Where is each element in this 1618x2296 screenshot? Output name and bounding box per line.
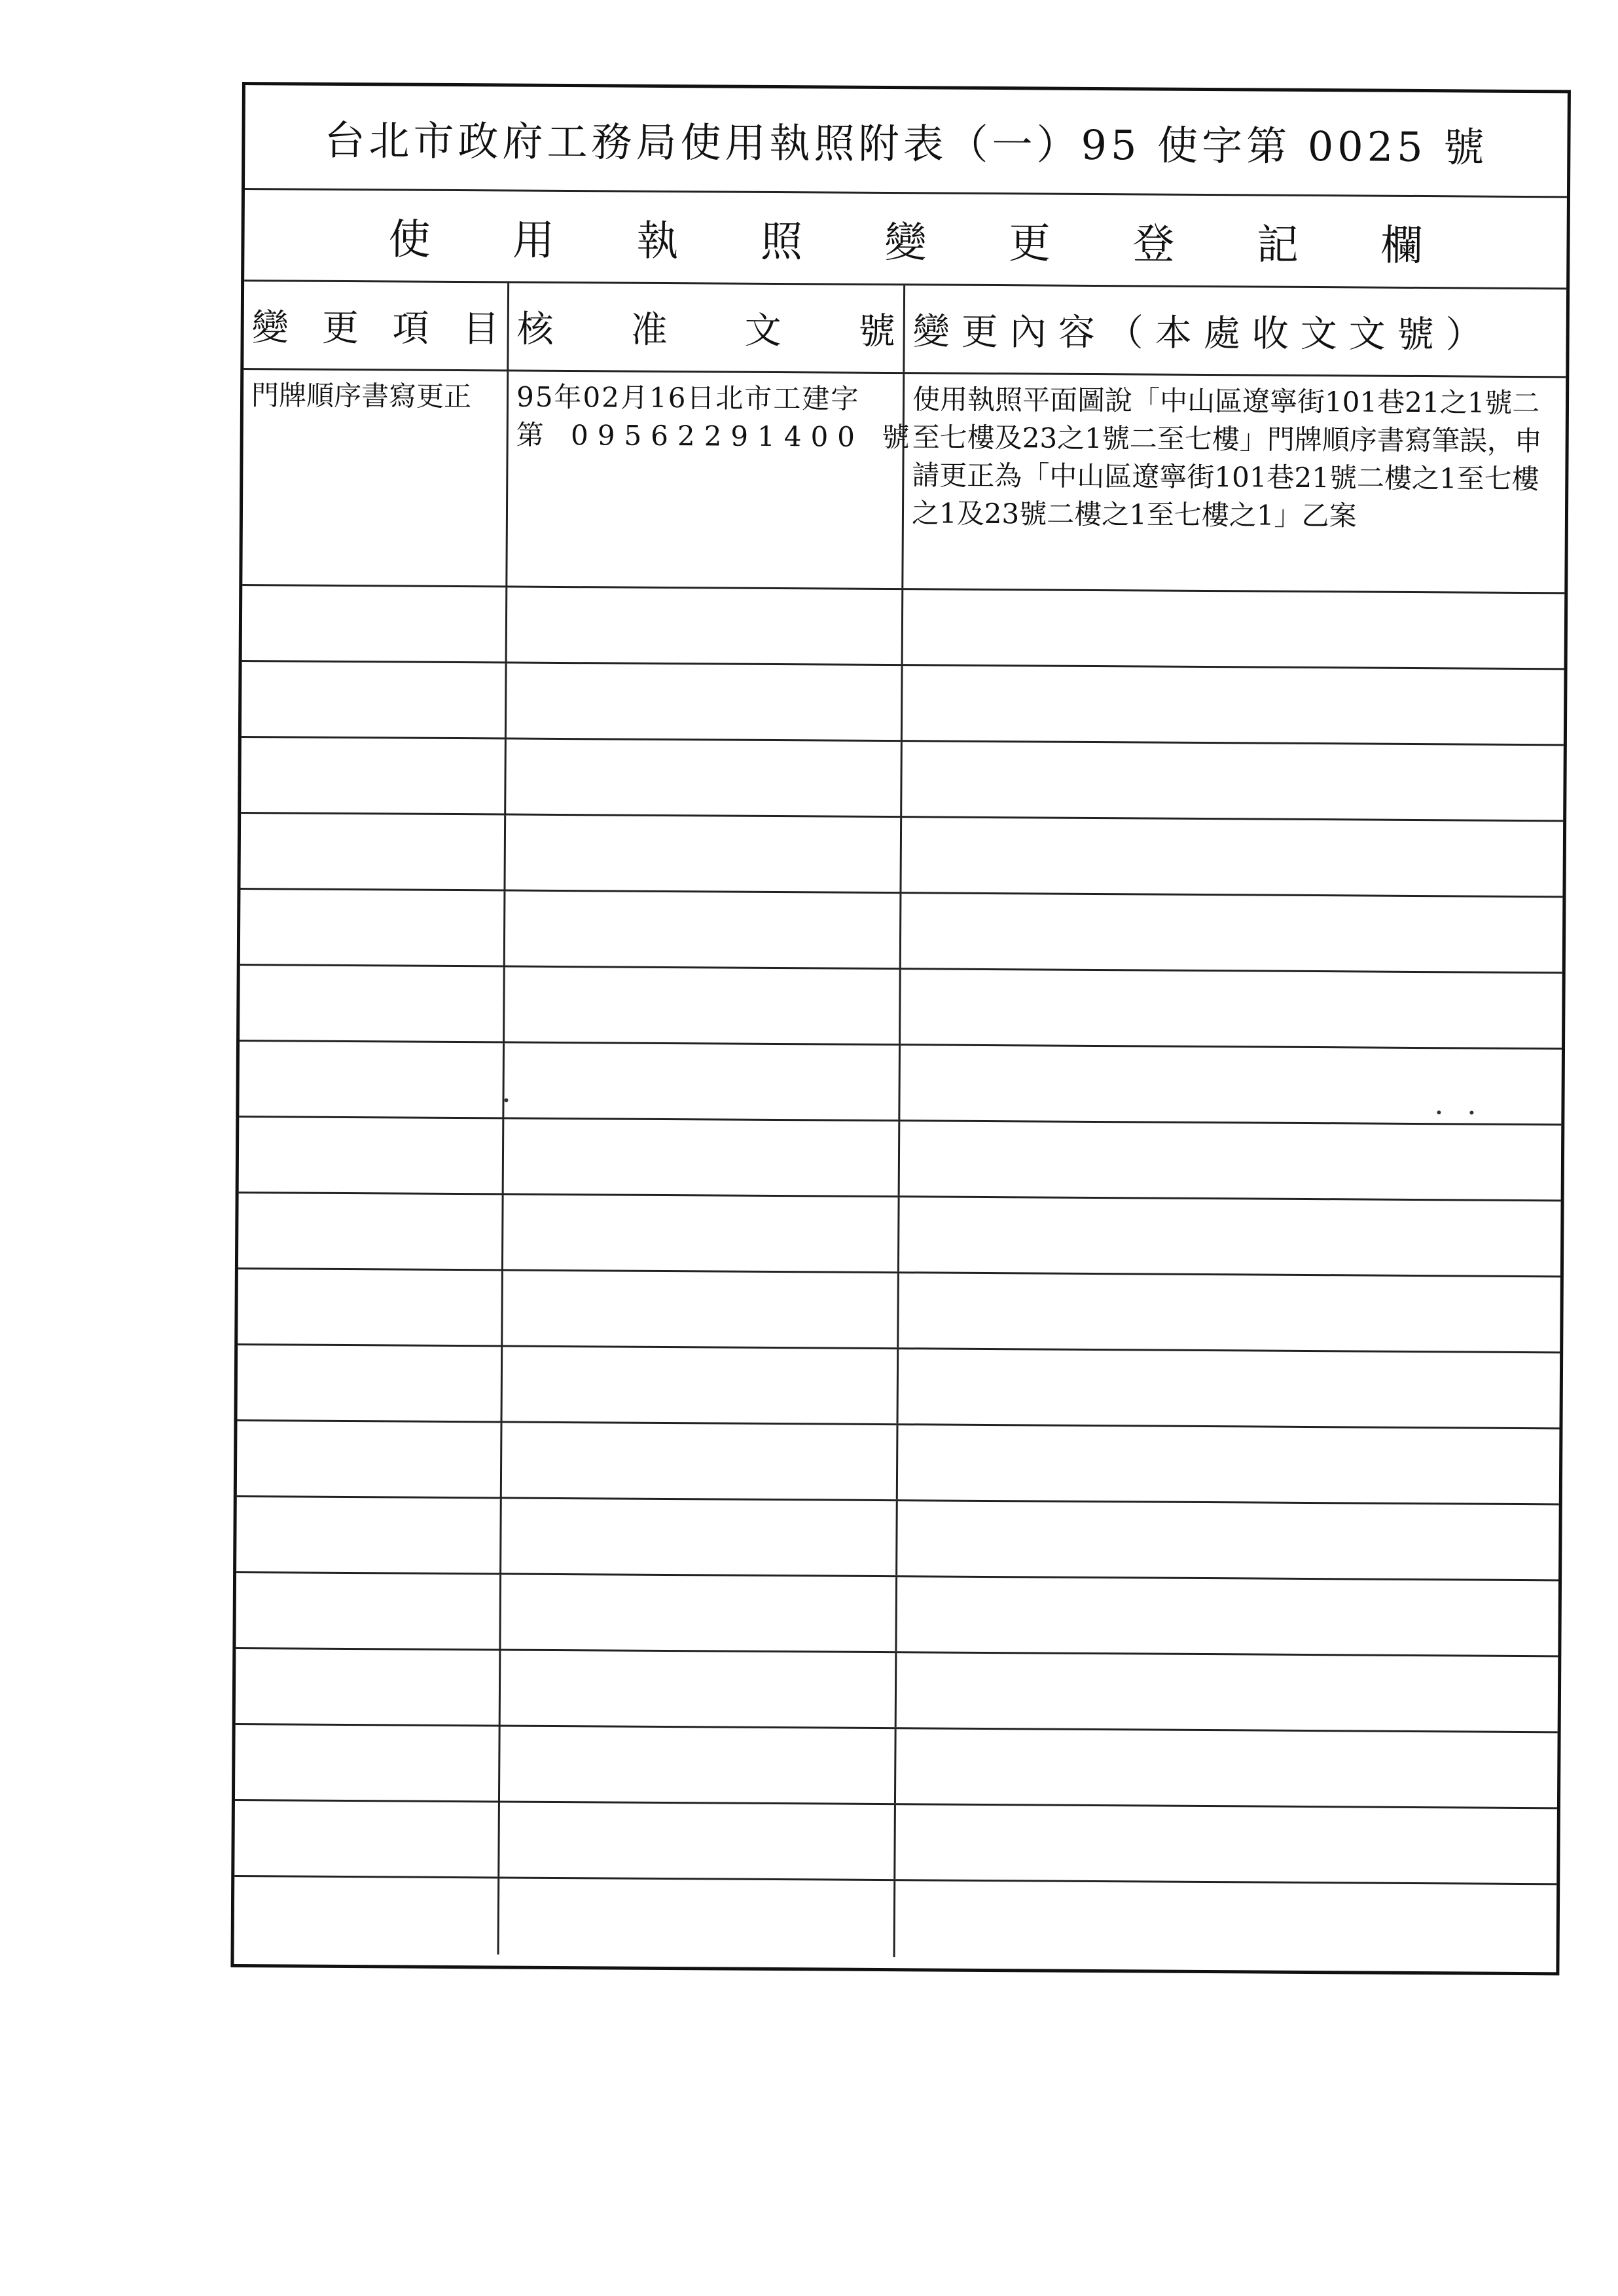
- table-row-empty: [239, 1118, 1562, 1201]
- empty-cell: [234, 1801, 500, 1876]
- column-header-content-text: 變更內容（本處收文文號）: [912, 310, 1494, 357]
- empty-cell: [900, 1121, 1562, 1199]
- table-row-empty: [240, 966, 1562, 1049]
- empty-cell: [503, 1347, 899, 1423]
- empty-cell: [241, 738, 507, 813]
- empty-cell: [239, 1042, 505, 1117]
- usage-permit-form: [230, 82, 1571, 1975]
- empty-cell: [897, 1577, 1558, 1655]
- table-row-empty: [237, 1421, 1560, 1505]
- empty-rows-area: [234, 586, 1564, 1972]
- table-row-empty: [236, 1497, 1559, 1581]
- table-row-empty: [240, 890, 1563, 974]
- empty-cell: [499, 1802, 896, 1879]
- column-header-item: [243, 282, 509, 369]
- empty-cell: [897, 1653, 1558, 1731]
- table-row-empty: [235, 1725, 1558, 1809]
- heading-char: 更: [1008, 219, 1051, 268]
- empty-cell: [239, 1118, 505, 1193]
- empty-cell: [240, 966, 505, 1041]
- table-row-empty: [236, 1573, 1558, 1657]
- table-row-empty: [234, 1877, 1557, 1961]
- empty-cell: [896, 1729, 1558, 1807]
- empty-cell: [499, 1878, 896, 1957]
- scan-speck: [1469, 1110, 1473, 1114]
- empty-cell: [236, 1649, 501, 1724]
- table-row: [242, 370, 1566, 594]
- table-row-empty: [241, 738, 1564, 822]
- table-row-empty: [242, 662, 1564, 746]
- empty-cell: [236, 1573, 501, 1649]
- empty-cell: [242, 662, 507, 737]
- empty-cell: [505, 815, 902, 892]
- empty-cell: [899, 1197, 1561, 1275]
- empty-cell: [901, 818, 1563, 896]
- column-header-char: 文: [744, 309, 782, 353]
- empty-cell: [236, 1497, 502, 1573]
- column-header-char: 更: [321, 306, 359, 350]
- entry-content: 使用執照平面圖說「中山區遼寧街101巷21之1號二至七樓及23之1號二至七樓」門牌順序書寫筆誤，申請更正為「中山區遼寧街101巷21號二樓之1至七樓之1及23號二樓之1至七樓之1」乙案: [911, 383, 1543, 532]
- entry-content-cell: [903, 374, 1566, 592]
- table-row-empty: [236, 1649, 1558, 1733]
- empty-cell: [895, 1805, 1557, 1883]
- empty-cell: [901, 894, 1563, 972]
- empty-cell: [903, 590, 1565, 668]
- entry-item: 門牌順序書寫更正: [251, 379, 472, 413]
- empty-cell: [507, 663, 903, 740]
- empty-cell: [505, 967, 901, 1044]
- empty-cell: [898, 1425, 1560, 1503]
- table-row-empty: [242, 586, 1565, 670]
- form-title-text: 台北市政府工務局使用執照附表（一）95 使字第 0025 號: [324, 116, 1488, 172]
- column-header-char: 號: [858, 310, 895, 354]
- empty-cell: [238, 1269, 503, 1345]
- empty-cell: [503, 1271, 899, 1347]
- table-row-empty: [238, 1345, 1560, 1429]
- column-header-char: 變: [251, 306, 289, 350]
- scan-speck: [1437, 1110, 1441, 1114]
- section-heading: [244, 190, 1567, 289]
- empty-cell: [897, 1501, 1559, 1579]
- scan-speck: [504, 1098, 508, 1102]
- empty-cell: [501, 1575, 897, 1651]
- entry-approval-line2: 第 09562291400 號: [516, 418, 919, 454]
- empty-cell: [899, 1349, 1560, 1427]
- column-header-char: 核: [516, 308, 554, 351]
- empty-cell: [504, 1119, 901, 1195]
- empty-cell: [238, 1194, 504, 1269]
- empty-cell: [503, 1195, 900, 1271]
- empty-cell: [903, 666, 1564, 744]
- column-header-char: 目: [462, 308, 499, 351]
- entry-item-cell: [242, 370, 509, 585]
- heading-char: 執: [636, 217, 679, 266]
- empty-cell: [505, 891, 902, 968]
- empty-cell: [500, 1726, 897, 1803]
- column-header-content: [905, 285, 1566, 376]
- table-row-empty: [238, 1194, 1561, 1277]
- heading-char: 登: [1132, 219, 1175, 269]
- column-header-char: 項: [392, 307, 429, 350]
- empty-cell: [902, 742, 1564, 820]
- empty-cell: [242, 586, 508, 661]
- form-title: [245, 85, 1568, 198]
- empty-cell: [237, 1421, 503, 1497]
- heading-char: 使: [388, 215, 431, 264]
- empty-cell: [240, 890, 506, 965]
- heading-char: 用: [512, 216, 555, 265]
- empty-cell: [901, 970, 1562, 1048]
- column-header-row: [243, 282, 1566, 378]
- empty-cell: [899, 1273, 1560, 1351]
- empty-cell: [506, 739, 903, 816]
- table-row-empty: [234, 1801, 1557, 1885]
- heading-char: 記: [1256, 220, 1299, 270]
- empty-cell: [234, 1877, 500, 1954]
- heading-char: 照: [760, 217, 803, 266]
- heading-char: 欄: [1380, 221, 1423, 270]
- column-header-char: 准: [630, 308, 668, 352]
- column-header-approval: [509, 283, 905, 372]
- empty-cell: [504, 1043, 901, 1120]
- empty-cell: [240, 814, 506, 889]
- empty-cell: [501, 1650, 897, 1727]
- empty-cell: [502, 1423, 899, 1499]
- entry-approval-line1: 95年02月16日北市工建字: [516, 380, 860, 415]
- table-row-empty: [238, 1269, 1560, 1353]
- empty-cell: [900, 1046, 1562, 1123]
- empty-cell: [507, 587, 904, 664]
- empty-cell: [235, 1725, 501, 1800]
- entry-approval-cell: [507, 371, 919, 588]
- empty-cell: [501, 1499, 898, 1575]
- table-row-empty: [240, 814, 1563, 898]
- empty-cell: [238, 1345, 503, 1421]
- empty-cell: [895, 1881, 1557, 1961]
- table-row-empty: [239, 1042, 1562, 1125]
- heading-char: 變: [884, 218, 927, 267]
